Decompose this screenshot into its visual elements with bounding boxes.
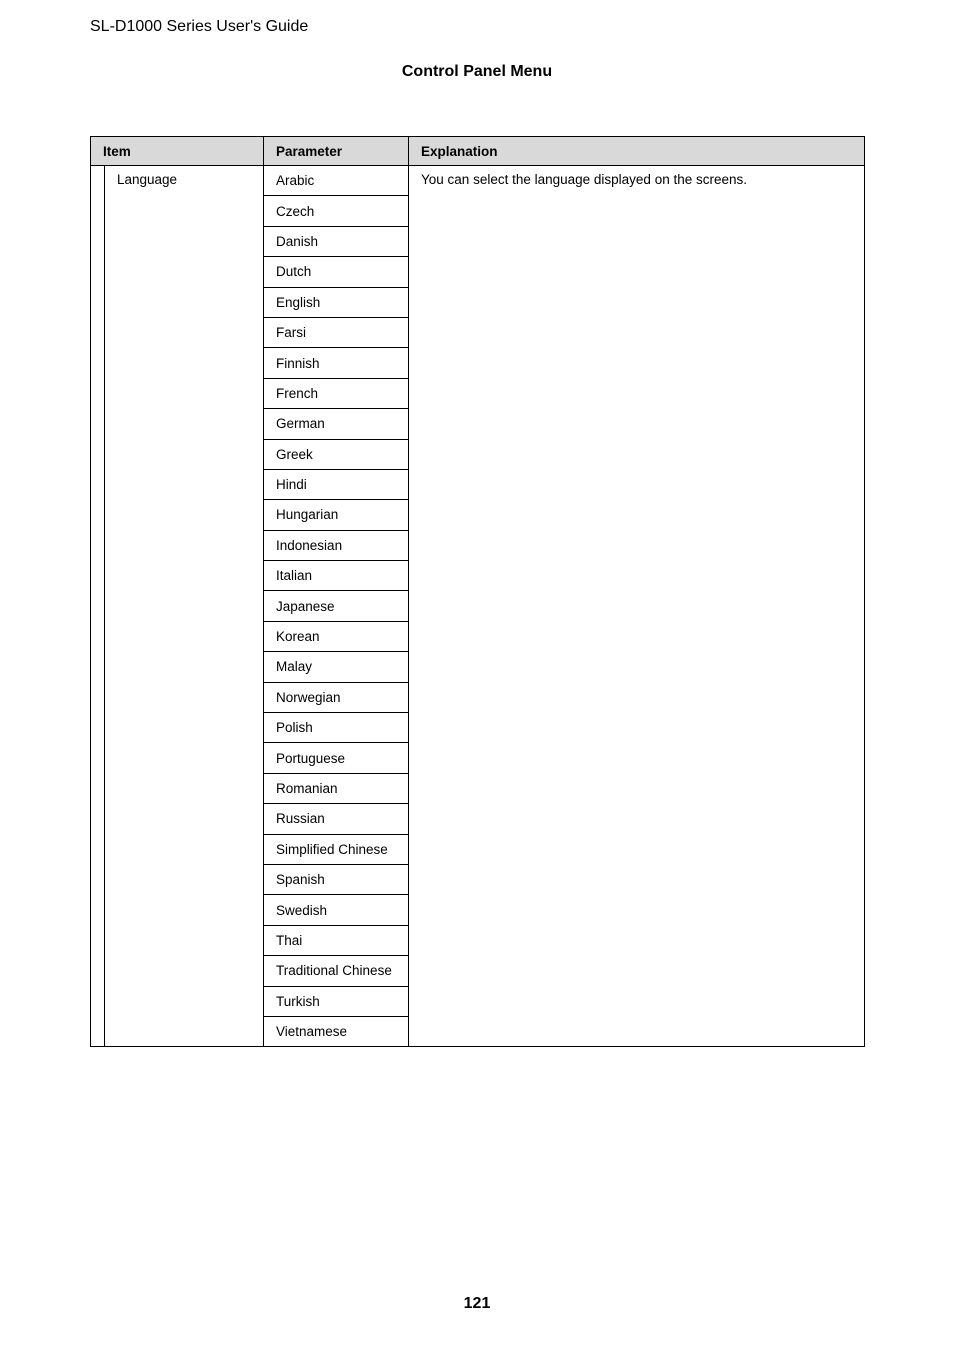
- parameter-cell: Japanese: [264, 591, 409, 621]
- parameter-cell: Korean: [264, 621, 409, 651]
- parameter-cell: Dutch: [264, 257, 409, 287]
- parameter-cell: Farsi: [264, 317, 409, 347]
- table-row: [91, 166, 865, 196]
- parameter-cell: Hindi: [264, 469, 409, 499]
- parameter-cell: Czech: [264, 196, 409, 226]
- parameter-cell: Indonesian: [264, 530, 409, 560]
- explanation-cell: You can select the language displayed on the screens.: [409, 166, 865, 1047]
- parameter-cell: Spanish: [264, 864, 409, 894]
- control-panel-table: [90, 136, 865, 1047]
- parameter-cell: Norwegian: [264, 682, 409, 712]
- table-body: [91, 166, 865, 1047]
- table-header-row: [91, 137, 865, 166]
- document-title: SL-D1000 Series User's Guide: [90, 18, 309, 35]
- column-header-parameter: Parameter: [264, 137, 409, 166]
- parameter-cell: Greek: [264, 439, 409, 469]
- parameter-cell: Danish: [264, 226, 409, 256]
- item-indent-cell: [91, 166, 105, 1047]
- page-number: 121: [463, 1295, 491, 1312]
- parameter-cell: Hungarian: [264, 500, 409, 530]
- parameter-cell: Russian: [264, 804, 409, 834]
- item-name-cell: Language: [105, 166, 264, 1047]
- parameter-cell: Traditional Chinese: [264, 956, 409, 986]
- column-header-item: Item: [91, 137, 264, 166]
- parameter-cell: Simplified Chinese: [264, 834, 409, 864]
- parameter-cell: Romanian: [264, 773, 409, 803]
- parameter-cell: Malay: [264, 652, 409, 682]
- parameter-cell: French: [264, 378, 409, 408]
- parameter-cell: Portuguese: [264, 743, 409, 773]
- parameter-cell: Finnish: [264, 348, 409, 378]
- parameter-cell: Swedish: [264, 895, 409, 925]
- column-header-explanation: Explanation: [409, 137, 865, 166]
- parameter-cell: Turkish: [264, 986, 409, 1016]
- parameter-cell: Italian: [264, 561, 409, 591]
- parameter-cell: Arabic: [264, 166, 409, 196]
- parameter-cell: English: [264, 287, 409, 317]
- parameter-cell: Vietnamese: [264, 1016, 409, 1046]
- section-title: Control Panel Menu: [401, 63, 553, 80]
- parameter-cell: German: [264, 409, 409, 439]
- parameter-cell: Polish: [264, 713, 409, 743]
- parameter-cell: Thai: [264, 925, 409, 955]
